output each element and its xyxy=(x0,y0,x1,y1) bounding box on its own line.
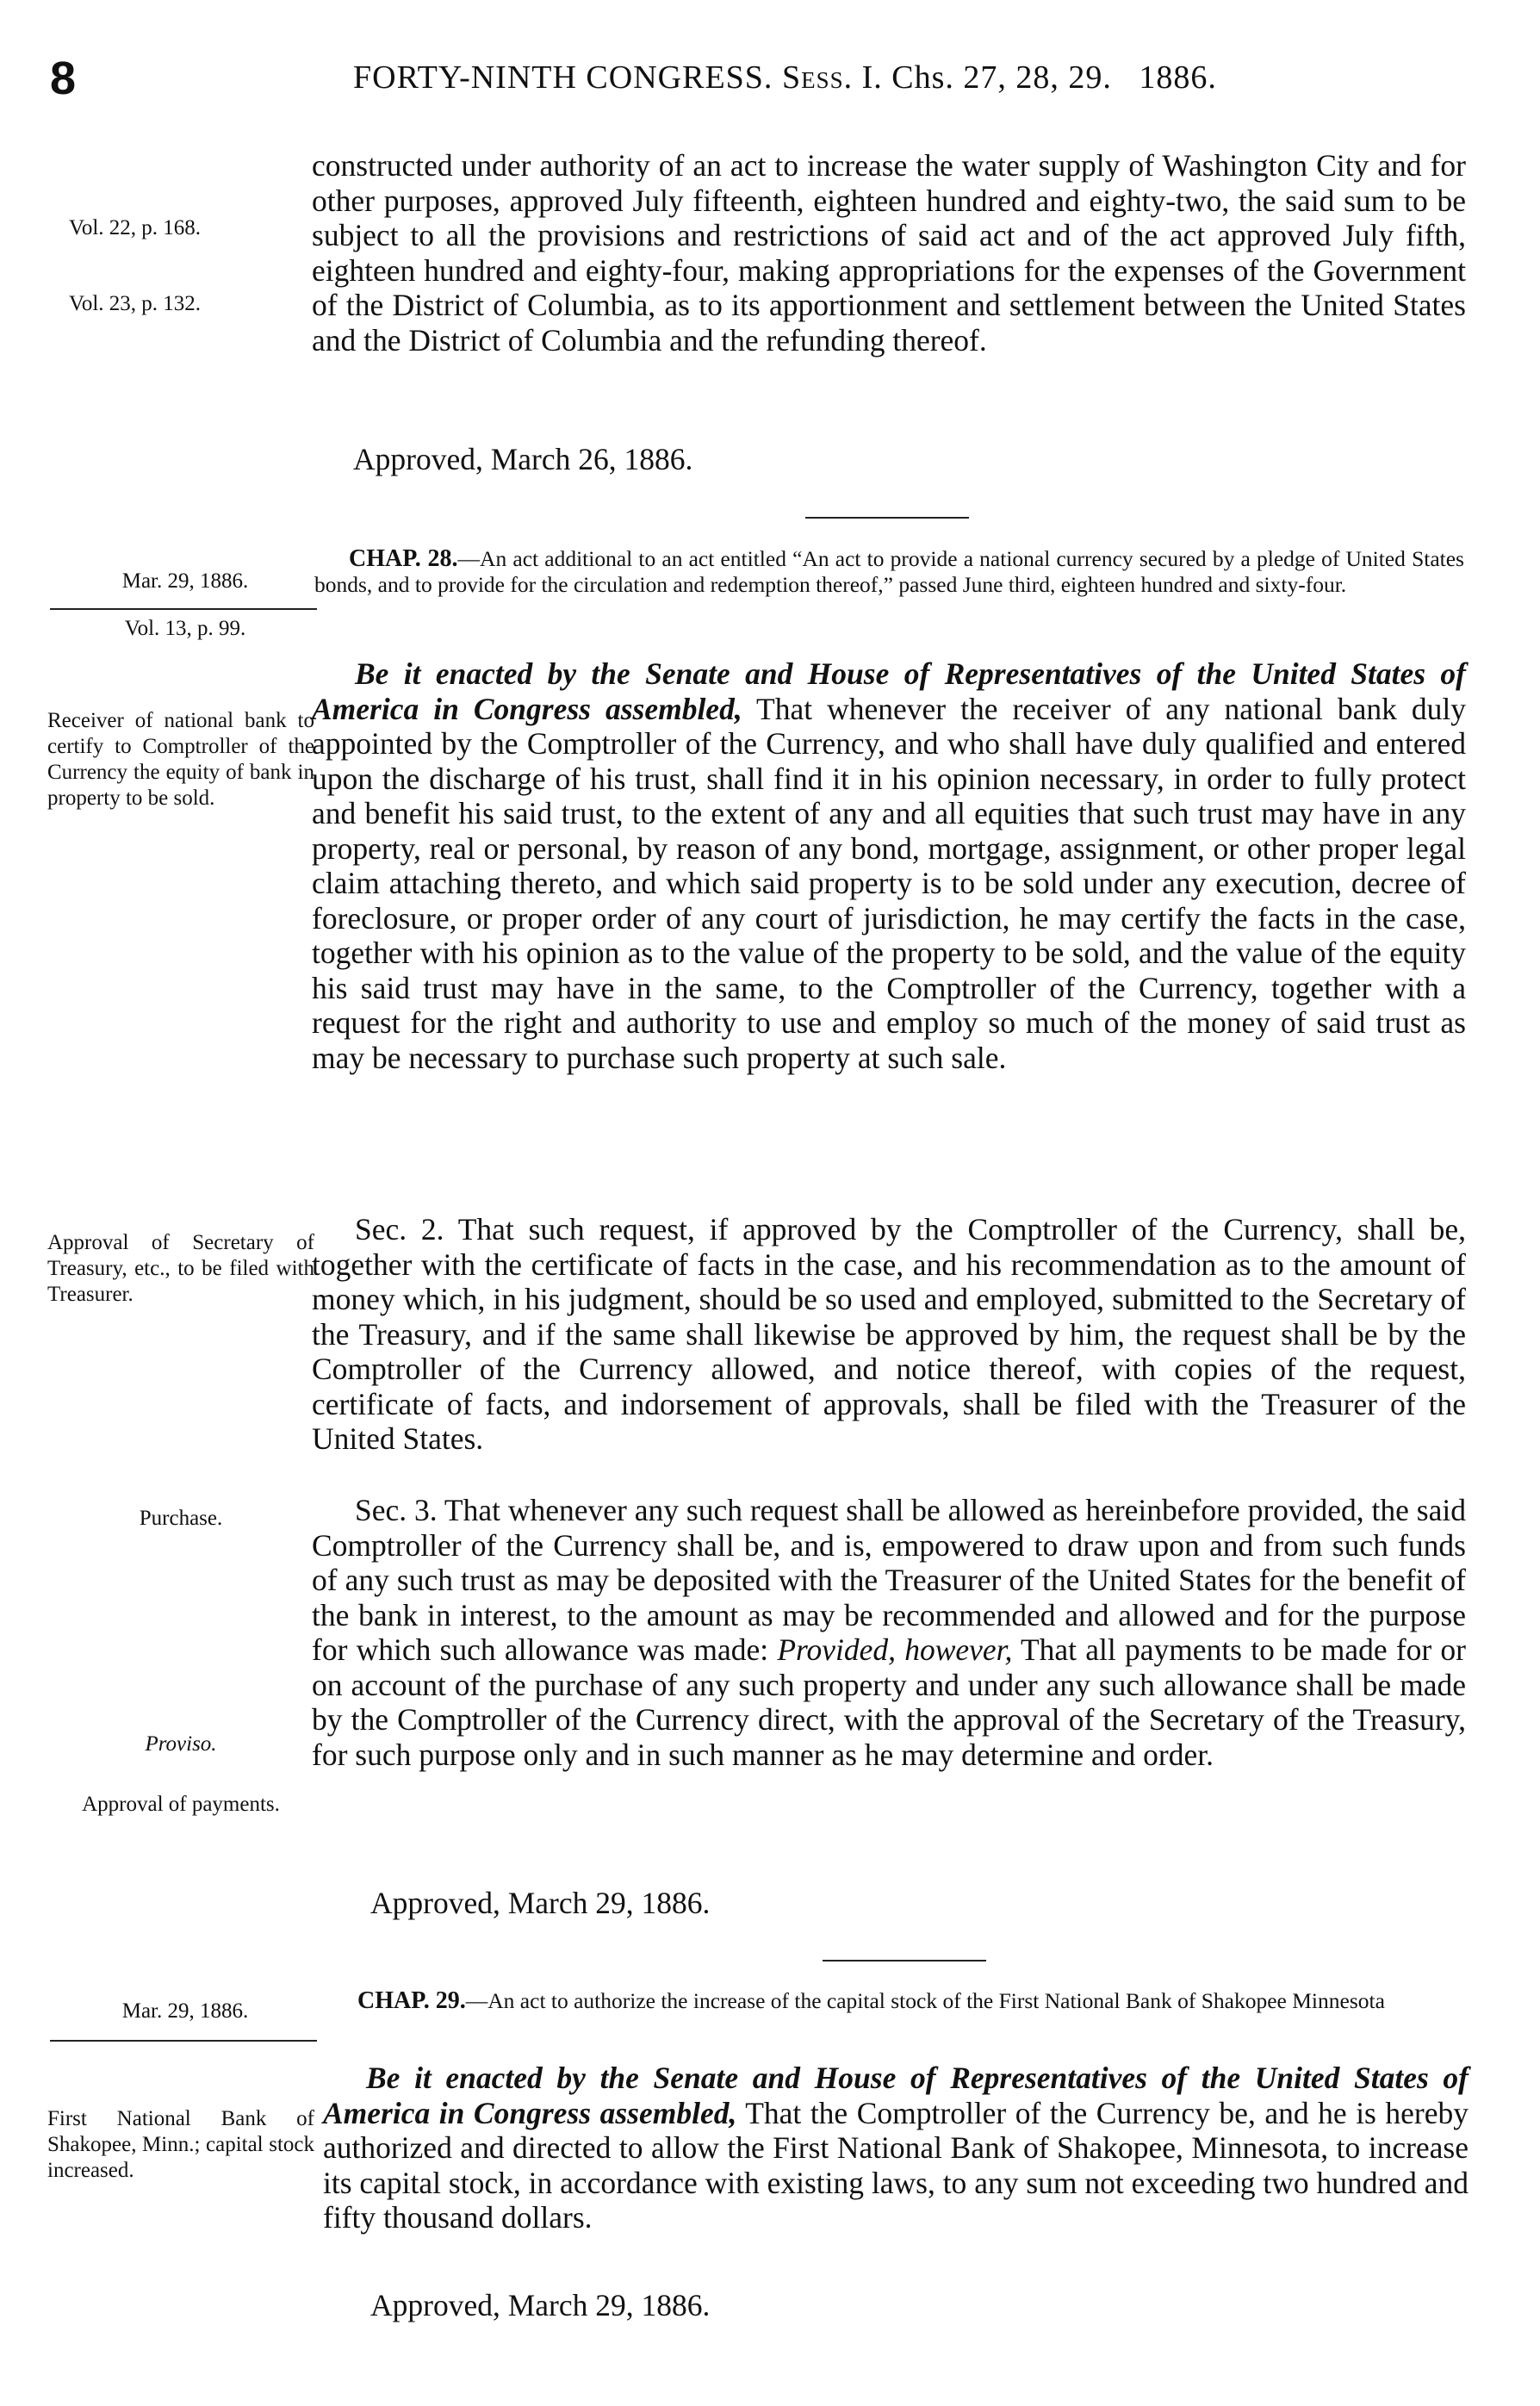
chap28-sec3-label: Sec. 3. xyxy=(355,1493,438,1527)
chap28-enacting-clause: Be it enacted by the Senate and House of Representatives of the United States of America in Congress assembled, xyxy=(312,656,1466,726)
chap28-approved: Approved, March 29, 1886. xyxy=(370,1886,711,1920)
chap29-title: —An act to authorize the increase of the capital stock of the First National Bank of Shakopee Minnesota xyxy=(465,1988,1385,2013)
chap28-heading xyxy=(314,546,1464,598)
margin-note-purchase: Purchase. xyxy=(139,1507,223,1530)
margin-note-proviso: Proviso. xyxy=(145,1732,217,1756)
chap29-heading xyxy=(323,1988,1473,2014)
running-head-congress: FORTY-NINTH CONGRESS. xyxy=(353,59,773,96)
chap27-approved: Approved, March 26, 1886. xyxy=(353,442,693,476)
chap27-continuation xyxy=(312,148,1466,357)
section-separator xyxy=(805,517,969,519)
chap29-approved: Approved, March 29, 1886. xyxy=(370,2288,711,2322)
chap28-proviso-phrase: Provided, however, xyxy=(777,1632,1013,1667)
chap28-section3 xyxy=(312,1493,1466,1772)
chap28-margin-rule xyxy=(50,608,317,610)
margin-note-vol23: Vol. 23, p. 132. xyxy=(69,292,202,315)
chap28-sec2-label: Sec. 2. xyxy=(355,1212,444,1247)
chap28-section2 xyxy=(312,1212,1466,1457)
running-head-session: Sess. I. xyxy=(781,59,883,96)
running-head-chapters: Chs. 27, 28, 29. xyxy=(891,59,1112,96)
chap29-enacting-clause: Be it enacted by the Senate and House of Representatives of the United States of America in Congress assembled, xyxy=(323,2061,1469,2130)
running-head xyxy=(353,59,1217,96)
chap29-section1 xyxy=(323,2061,1469,2235)
chap27-text: constructed under authority of an act to increase the water supply of Washington City and for other purposes, approved July fifteenth, eighteen hundred and eighty-two, the said sum to be subject to all the provisions and restrictions of said act and of the act approved July fifth, eighteen hundred and eighty-four, making appropriations for the expenses of the Government of the District of Columbia, as to its apportionment and settlement between the United States and the District of Columbia and the refunding thereof. xyxy=(312,148,1466,357)
chap29-title-block xyxy=(323,1988,1473,2014)
chap29-margin-rule xyxy=(50,2040,317,2042)
running-head-year: 1886. xyxy=(1139,59,1217,96)
chap28-title: —An act additional to an act entitled “An act to provide a national currency secured by a pledge of United States bonds, and to provide for the circulation and redemption thereof,” passed June third, eighteen hundred and sixty-four. xyxy=(314,546,1464,597)
chap29-text: That the Comptroller of the Currency be, and he is hereby authorized and directed to allow the First National Bank of Shakopee, Minnesota, to increase its capital stock, in accordance with existing laws, to any sum not exceeding two hundred and fifty thousand dollars. xyxy=(323,2095,1469,2235)
chap28-label: CHAP. 28. xyxy=(349,545,458,572)
chap28-section1 xyxy=(312,656,1466,1075)
chap28-date-note: Mar. 29, 1886. xyxy=(121,569,249,593)
chap29-date-note: Mar. 29, 1886. xyxy=(121,1999,249,2023)
chap28-sec3-text-a: That whenever any such request shall be allowed as hereinbefore provided, the said Comptroller of the Currency shall be, and is, empowered to draw upon and from such funds of any such trust as may be deposited with the Treasurer of the United States for the benefit of the bank in interest, to the amount as may be recommended and allowed and for the purpose for which such allowance was made: xyxy=(312,1493,1466,1667)
margin-note-vol22: Vol. 22, p. 168. xyxy=(69,216,202,239)
section-separator-2 xyxy=(823,1960,986,1961)
chap28-sec3-text-b: That all payments to be made for or on account of the purchase of any such property and under any such allowance shall be made by the Comptroller of the Currency direct, with the approval of the Secretary of the Treasury, for such purpose only and in such manner as he may determine and order. xyxy=(312,1632,1466,1772)
margin-note-shakopee: First National Bank of Shakopee, Minn.; capital stock increased. xyxy=(47,2107,314,2182)
chap28-sec2-text: That such request, if approved by the Comptroller of the Currency, shall be, together with the certificate of facts in the case, and his recommendation as to the amount of money which, in his judgment, should be so used and employed, submitted to the Secretary of the Treasury, and if the same shall likewise be approved by him, the request shall be by the Comptroller of the Currency allowed, and notice thereof, with copies of the request, certificate of facts, and indorsement of approvals, shall be filed with the Treasurer of the United States. xyxy=(312,1212,1466,1456)
margin-note-receiver: Receiver of national bank to certify to Comptroller of the Currency the equity of bank in property to be sold. xyxy=(47,709,314,810)
chap28-title-block xyxy=(314,546,1464,598)
margin-note-approval-secretary: Approval of Secretary of Treasury, etc., to be filed with Treasurer. xyxy=(47,1231,314,1306)
chap28-vol-note: Vol. 13, p. 99. xyxy=(124,617,246,640)
page-header xyxy=(34,52,1481,121)
margin-note-approval-payments: Approval of payments. xyxy=(82,1793,280,1816)
page-number: 8 xyxy=(50,53,77,104)
chap28-sec1-text: That whenever the receiver of any national bank duly appointed by the Comptroller of the Currency, and who shall have duly qualified and entered upon the discharge of his trust, shall find it in his opinion necessary, in order to fully protect and benefit his said trust, to the extent of any and all equities that such trust may have in any property, real or personal, by reason of any bond, mortgage, assignment, or other proper legal claim attaching thereto, and which said property is to be sold under any execution, decree of foreclosure, or proper order of any court of jurisdiction, he may certify the facts in the case, together with his opinion as to the value of the property to be sold, and the value of the equity his said trust may have in the same, to the Comptroller of the Currency, together with a request for the right and authority to use and employ so much of the money of said trust as may be necessary to purchase such property at such sale. xyxy=(312,691,1466,1075)
chap29-label: CHAP. 29. xyxy=(357,1987,466,2014)
